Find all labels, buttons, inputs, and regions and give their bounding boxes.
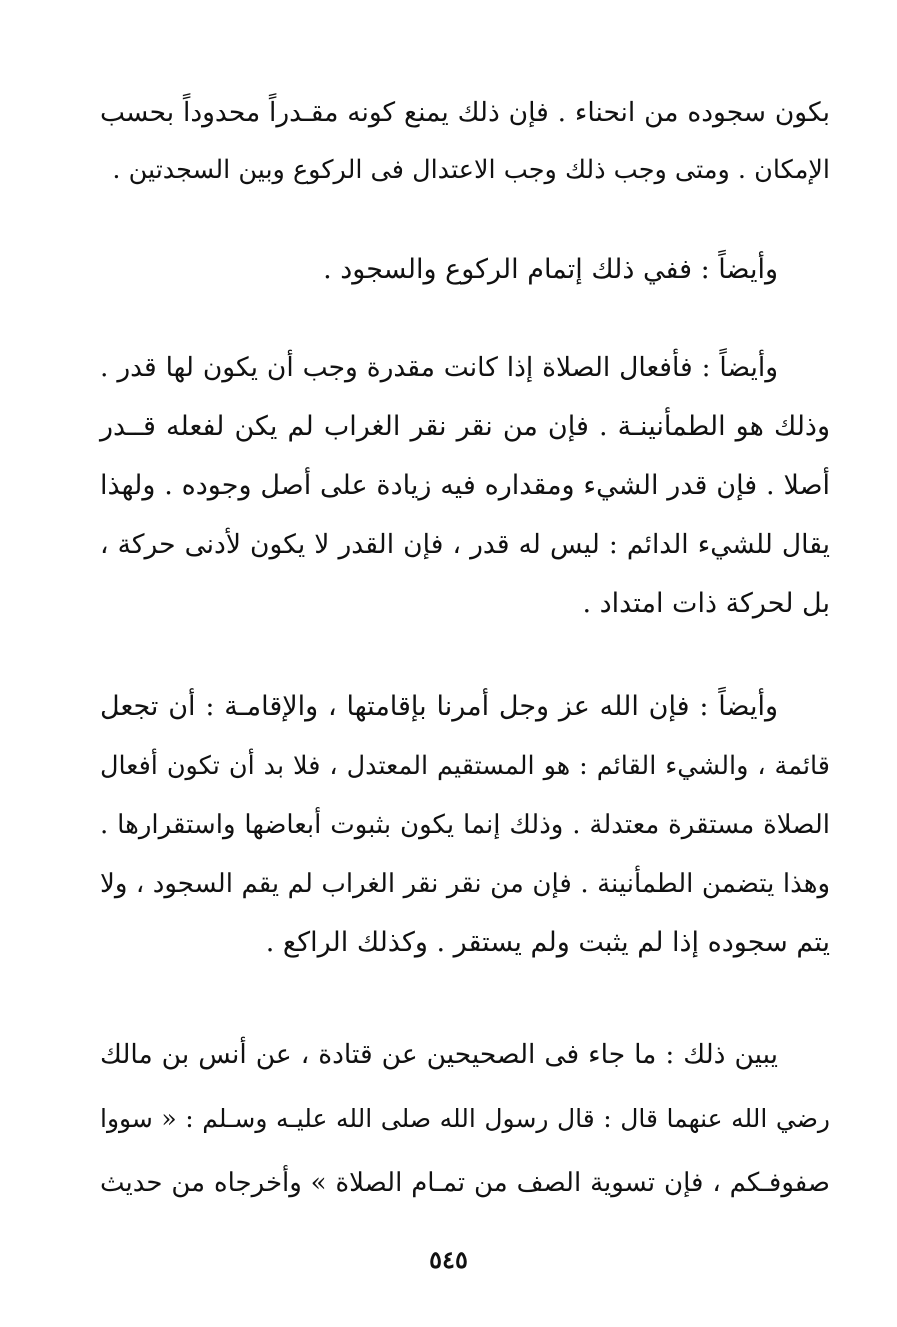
text-line: الصلاة مستقرة معتدلة . وذلك إنما يكون بثبوت أبعاضها واستقرارها . (100, 810, 830, 840)
text-line: أصلا . فإن قدر الشيء ومقداره فيه زيادة على أصل وجوده . ولهذا (100, 470, 830, 501)
text-line: قائمة ، والشيء القائم : هو المستقيم المعتدل ، فلا بد أن تكون أفعال (100, 751, 830, 781)
text-line: الإمكان . ومتى وجب ذلك وجب الاعتدال فى الركوع وبين السجدتين . (112, 155, 830, 185)
text-line: رضي الله عنهما قال : قال رسول الله صلى الله عليـه وسـلم : « سووا (100, 1104, 830, 1133)
text-line: بل لحركة ذات امتداد . (582, 588, 830, 619)
text-line: يتم سجوده إذا لم يثبت ولم يستقر . وكذلك الراكع . (265, 927, 830, 958)
text-line: وأيضاً : ففي ذلك إتمام الركوع والسجود . (323, 254, 778, 285)
text-line: بكون سجوده من انحناء . فإن ذلك يمنع كونه مقـدراً محدوداً بحسب (100, 97, 830, 128)
text-line: وذلك هو الطمأنينـة . فإن من نقر نقر الغراب لم يكن لفعله قــدر (100, 411, 830, 442)
text-line: وهذا يتضمن الطمأنينة . فإن من نقر نقر الغراب لم يقم السجود ، ولا (100, 869, 830, 899)
text-line: صفوفـكم ، فإن تسوية الصف من تمـام الصلاة » وأخرجاه من حديث (100, 1168, 830, 1198)
text-line: يقال للشيء الدائم : ليس له قدر ، فإن القدر لا يكون لأدنى حركة ، (100, 529, 830, 560)
text-line: وأيضاً : فإن الله عز وجل أمرنا بإقامتها ، والإقامـة : أن تجعل (100, 691, 778, 722)
text-line: يبين ذلك : ما جاء فى الصحيحين عن قتادة ، عن أنس بن مالك (100, 1039, 778, 1070)
page-number: ٥٤٥ (429, 1245, 468, 1274)
text-line: وأيضاً : فأفعال الصلاة إذا كانت مقدرة وجب أن يكون لها قدر . (100, 352, 778, 383)
